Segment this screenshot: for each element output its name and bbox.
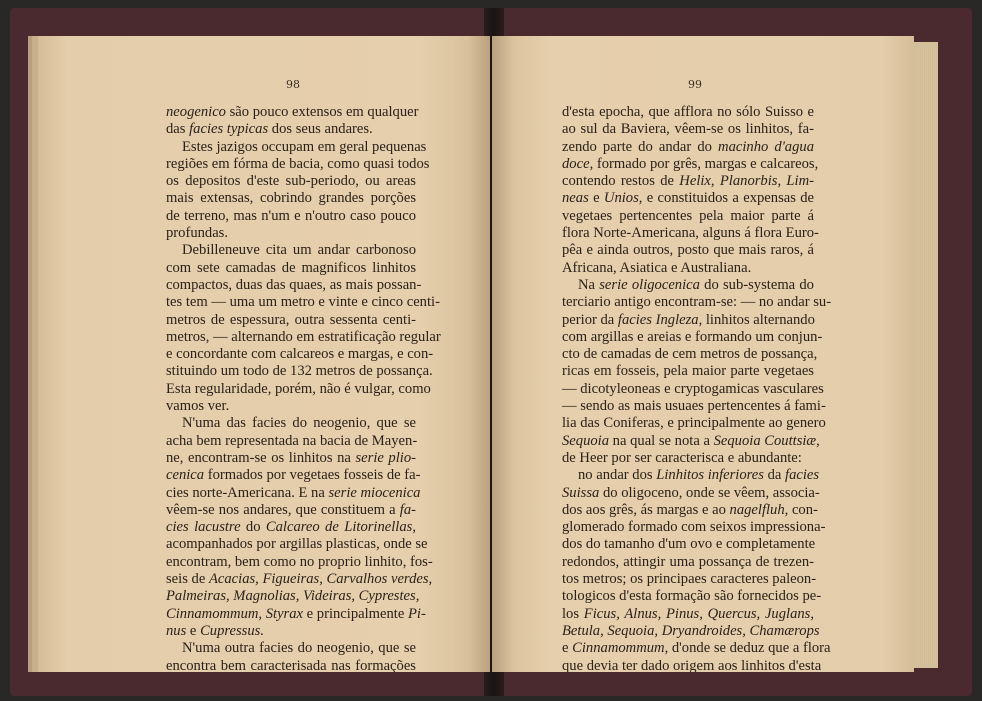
text-line: Esta regularidade, porém, não é vulgar, como <box>166 380 431 397</box>
right-page <box>492 36 914 672</box>
text-line: perior da facies Ingleza, linhitos alternando <box>562 311 815 328</box>
text-line: metros, — alternando em estratificação regular <box>166 328 441 345</box>
text-line: — sendo as mais usuaes pertencentes á fami- <box>562 398 826 415</box>
text-line: das facies typicas dos seus andares. <box>166 121 373 138</box>
text-line: encontram, bem como no proprio linhito, fos- <box>166 553 433 570</box>
text-line: cies norte-Americana. E na serie miocenica <box>166 484 421 501</box>
text-line: flora Norte-Americana, alguns á flora Euro- <box>562 225 819 242</box>
text-line: Na serie oligocenica do sub-systema do <box>578 276 814 293</box>
left-page-text <box>166 104 441 672</box>
text-line: que devia ter dado origem aos linhitos d'esta <box>562 657 822 672</box>
text-line: regiões em fórma de bacia, como quasi todos <box>166 155 430 172</box>
text-line: tologicos d'esta formação são fornecidos pe- <box>562 588 822 605</box>
text-line: ao sul da Baviera, vêem-se os linhitos, fa- <box>562 121 814 138</box>
text-line: no andar dos Linhitos inferiores da facies <box>578 467 820 484</box>
text-line: doce, formado por grês, margas e calcareos, <box>562 155 819 172</box>
text-line: vegetaes pertencentes pela maior parte á <box>562 207 814 224</box>
text-line: cies lacustre do Calcareo de Litorinellas, <box>166 519 416 536</box>
text-line: redondos, attingir uma possança de trezen- <box>562 553 814 570</box>
text-line: encontra bem caracterisada nas formações <box>166 657 416 672</box>
text-line: Cinnamommum, Styrax e principalmente Pi- <box>166 605 426 622</box>
text-line: vamos ver. <box>166 398 230 415</box>
text-line: terciario antigo encontram-se: — no andar su- <box>562 294 832 311</box>
text-line: seis de Acacias, Figueiras, Carvalhos verdes, <box>166 571 433 588</box>
text-line: acha bem representada na bacia de Mayen- <box>166 432 418 449</box>
text-line: ne, encontram-se os linhitos na serie plio- <box>166 449 416 466</box>
text-line: glomerado formado com seixos impressiona- <box>562 519 826 536</box>
text-line: los Ficus, Alnus, Pinus, Quercus, Juglans, <box>562 605 814 622</box>
text-line: Debilleneuve cita um andar carbonoso <box>182 242 416 259</box>
page-edges <box>914 42 938 668</box>
text-line: e Cinnamommum, d'onde se deduz que a flora <box>562 640 831 657</box>
text-line: neogenico são pouco extensos em qualquer <box>166 104 419 120</box>
text-line: nus e Cupressus. <box>166 622 264 639</box>
text-line: lia das Coniferas, e principalmente ao genero <box>562 415 826 432</box>
text-line: de Heer por ser caracterisca e abundante: <box>562 449 802 466</box>
text-line: profundas. <box>166 225 229 242</box>
text-line: com argillas e areias e formando um conjun- <box>562 328 823 345</box>
page-number-left: 98 <box>286 78 300 91</box>
text-line: Palmeiras, Magnolias, Videiras, Cyprestes, <box>166 588 420 605</box>
page-number-right: 99 <box>688 78 702 91</box>
text-line: Africana, Asiatica e Australiana. <box>562 259 752 276</box>
text-line: metros de espessura, outra sessenta centi- <box>166 311 416 328</box>
text-line: compactos, duas das quaes, as mais possan- <box>166 276 422 293</box>
text-line: cto de camadas de cem metros de possança, <box>562 346 818 363</box>
text-line: vêem-se nos andares, que constituem a fa- <box>166 501 416 518</box>
text-line: e concordante com calcareos e margas, e con- <box>166 346 434 363</box>
text-line: pêa e ainda outros, posto que mais raros, á <box>562 242 814 259</box>
right-page-text <box>562 104 832 672</box>
text-line: neas e Unios, e constituidos a expensas de <box>562 190 815 207</box>
text-line: Sequoia na qual se nota a Sequoia Couttsiæ, <box>562 432 820 449</box>
text-line: dos aos grês, ás margas e ao nagelfluh, con- <box>562 501 818 518</box>
text-line: cenica formados por vegetaes fosseis de fa- <box>166 467 421 484</box>
text-line: Suissa do oligoceno, onde se vêem, associa- <box>562 484 820 501</box>
text-line: Betula, Sequoia, Dryandroides, Chamærops <box>562 622 820 639</box>
text-line: mais extensas, cobrindo grandes porções <box>166 190 416 207</box>
text-line: — dicotyleoneas e cryptogamicas vasculares <box>562 380 824 397</box>
text-line: de terreno, mas n'um e n'outro caso pouco <box>166 207 416 224</box>
text-line: ricas em fosseis, pela maior parte vegetaes <box>562 363 814 380</box>
text-line: N'uma das facies do neogenio, que se <box>182 415 416 432</box>
text-line: os depositos d'este sub-periodo, ou areas <box>166 173 416 190</box>
text-line: dos do tamanho d'um ovo e completamente <box>562 536 816 553</box>
text-line: Estes jazigos occupam em geral pequenas <box>182 138 427 155</box>
text-line: com sete camadas de magnificos linhitos <box>166 259 416 276</box>
text-line: zendo parte do andar do macinho d'agua <box>562 138 814 155</box>
text-line: stituindo um todo de 132 metros de possança. <box>166 363 433 380</box>
text-line: acompanhados por argillas plasticas, onde se <box>166 536 428 553</box>
text-line: contendo restos de Helix, Planorbis, Lim- <box>562 173 814 190</box>
text-line: tes tem — uma um metro e vinte e cinco centi- <box>166 294 440 311</box>
text-line: N'uma outra facies do neogenio, que se <box>182 640 416 657</box>
text-line: d'esta epocha, que afflora no sólo Suisso e <box>562 104 814 120</box>
left-page <box>38 36 490 672</box>
text-line: tos metros; os principaes caracteres paleon- <box>562 571 817 588</box>
